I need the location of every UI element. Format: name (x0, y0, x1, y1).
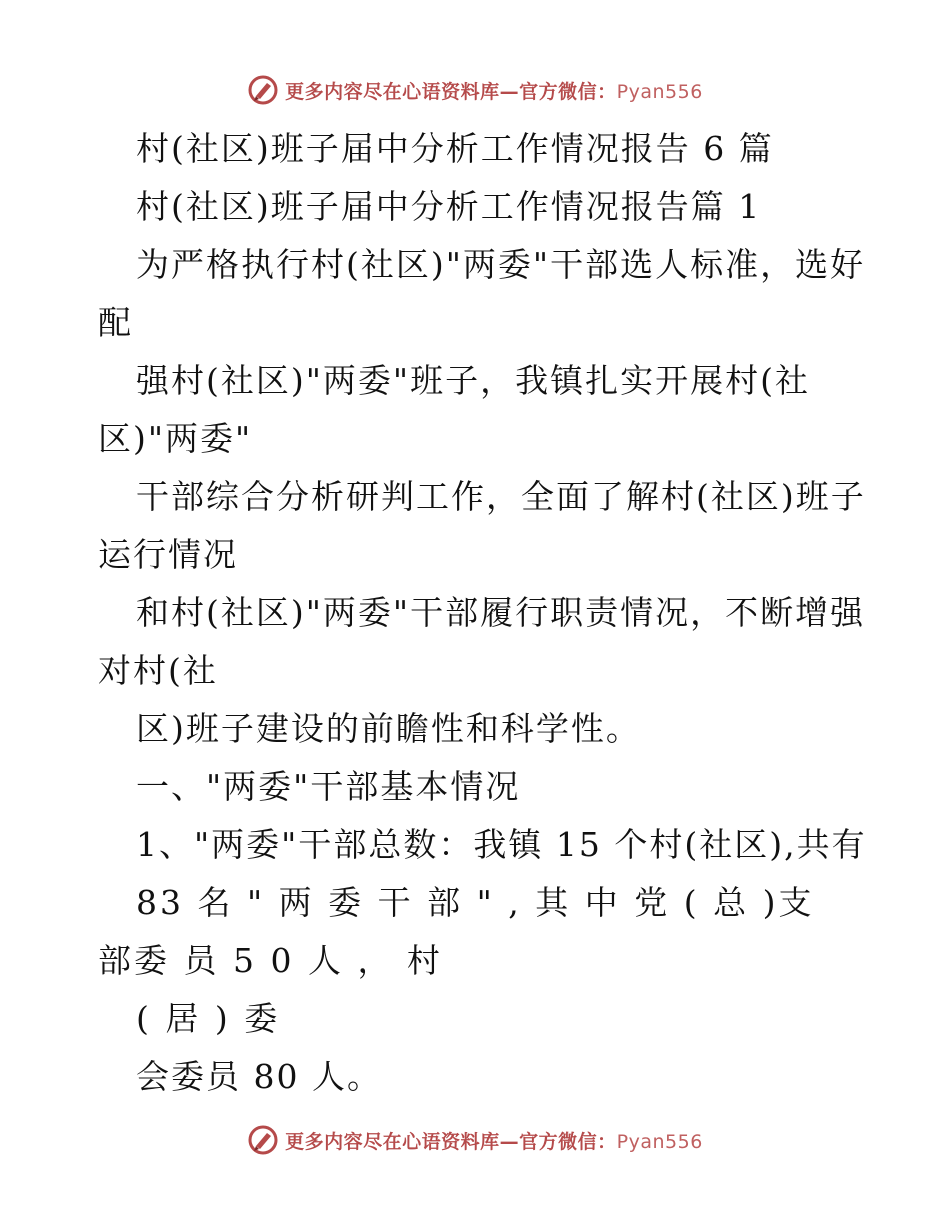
paragraph-line: 会委员 80 人。 (136, 1057, 382, 1096)
paragraph-line: ( 居 ) 委 (136, 999, 281, 1038)
pen-logo-icon (247, 74, 279, 106)
watermark-text: 更多内容尽在心语资料库—官方微信：Pyan556 (285, 80, 703, 103)
paragraph-line: 运行情况 (98, 535, 238, 574)
watermark-handle: Pyan556 (616, 1130, 703, 1153)
header-watermark (0, 70, 950, 110)
watermark-text: 更多内容尽在心语资料库—官方微信：Pyan556 (285, 1130, 703, 1153)
document-body (98, 120, 867, 1106)
paragraph-line: 为严格执行村(社区)"两委"干部选人标准，选好 (136, 245, 866, 284)
paragraph-line: 强村(社区)"两委"班子，我镇扎实开展村(社 (136, 361, 810, 400)
watermark-handle: Pyan556 (616, 80, 703, 103)
paragraph-line: 83 名 " 两 委 干 部 " , 其 中 党 ( 总 )支 (136, 883, 815, 922)
paragraph-line: 1、"两委"干部总数：我镇 15 个村(社区),共有 (136, 825, 867, 864)
paragraph-line: 部委 员 5 0 人 ， 村 (98, 941, 443, 980)
paragraph-line: 区)"两委" (98, 419, 253, 458)
paragraph-line: 对村(社 (98, 651, 218, 690)
doc-title: 村(社区)班子届中分析工作情况报告 6 篇 (136, 129, 774, 168)
pen-logo-icon (247, 1124, 279, 1156)
paragraph-line: 干部综合分析研判工作，全面了解村(社区)班子 (136, 477, 866, 516)
section-heading: 一、"两委"干部基本情况 (136, 767, 521, 806)
paragraph-line: 配 (98, 303, 133, 342)
footer-watermark (0, 1120, 950, 1160)
paragraph-line: 和村(社区)"两委"干部履行职责情况，不断增强 (136, 593, 866, 632)
doc-subtitle: 村(社区)班子届中分析工作情况报告篇 1 (136, 187, 762, 226)
paragraph-line: 区)班子建设的前瞻性和科学性。 (136, 709, 641, 748)
